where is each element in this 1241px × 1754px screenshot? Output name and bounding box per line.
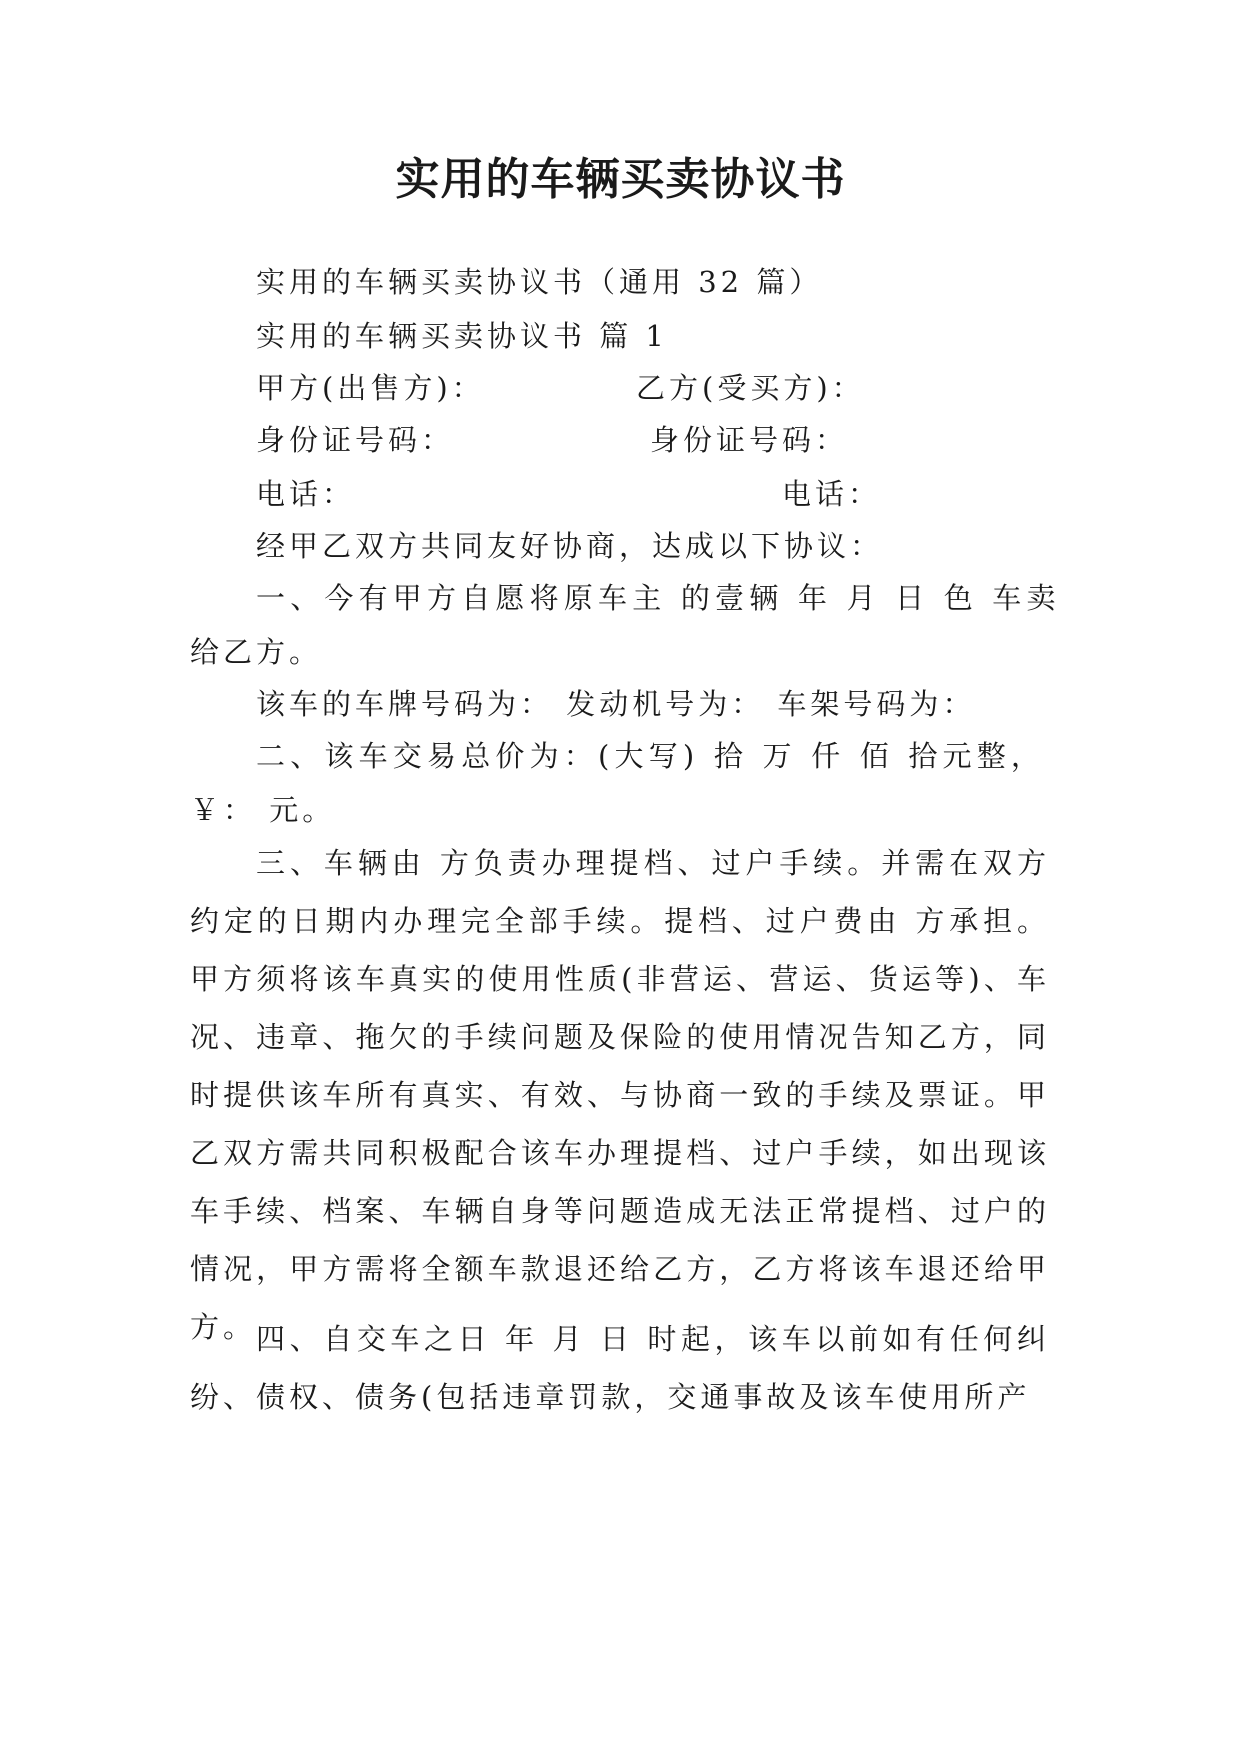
clause-4-paragraph: 四、自交车之日 年 月 日 时起，该车以前如有任何纠纷、债权、债务(包括违章罚款，交通事故及该车使用所产 — [190, 1322, 1050, 1414]
document-title: 实用的车辆买卖协议书 — [395, 154, 846, 205]
clause-3-paragraph: 三、车辆由 方负责办理提档、过户手续。并需在双方约定的日期内办理完全部手续。提档、过户费由 方承担。甲方须将该车真实的使用性质(非营运、营运、货运等)、车况、违章、拖欠的手续问题及保险的使用情况告知乙方，同时提供该车所有真实、有效、与协商一致的手续及票证。甲乙双方需共同积极配合该车办理提档、过户手续，如出现该车手续、档案、车辆自身等问题造成无法正常提档、过户的情况，甲方需将全额车款退还给乙方，乙方将该车退还给甲方。 — [190, 846, 1050, 1344]
party-a-label: 甲方(出售方)： — [256, 371, 485, 405]
clause-2-line-2: ￥： 元。 — [190, 793, 336, 827]
clause-1-line-2: 给乙方。 — [190, 635, 323, 669]
party-b-label: 乙方(受买方)： — [636, 371, 865, 405]
party-b-phone-label: 电话： — [782, 477, 882, 511]
vehicle-numbers-line: 该车的车牌号码为： 发动机号为： 车架号码为： — [256, 687, 976, 721]
clause-1-line-1: 一、今有甲方自愿将原车主 的壹辆 年 月 日 色 车卖 — [256, 581, 1061, 615]
agreement-intro: 经甲乙双方共同友好协商，达成以下协议： — [256, 529, 884, 563]
party-a-phone-label: 电话： — [256, 477, 356, 511]
chapter-heading: 实用的车辆买卖协议书 篇 1 — [256, 319, 668, 353]
party-a-id-label: 身份证号码： — [256, 423, 455, 457]
party-b-id-label: 身份证号码： — [650, 423, 849, 457]
document-subtitle: 实用的车辆买卖协议书（通用 32 篇） — [256, 265, 823, 299]
clause-2-line-1: 二、该车交易总价为：(大写) 拾 万 仟 佰 拾元整， — [256, 739, 1046, 773]
